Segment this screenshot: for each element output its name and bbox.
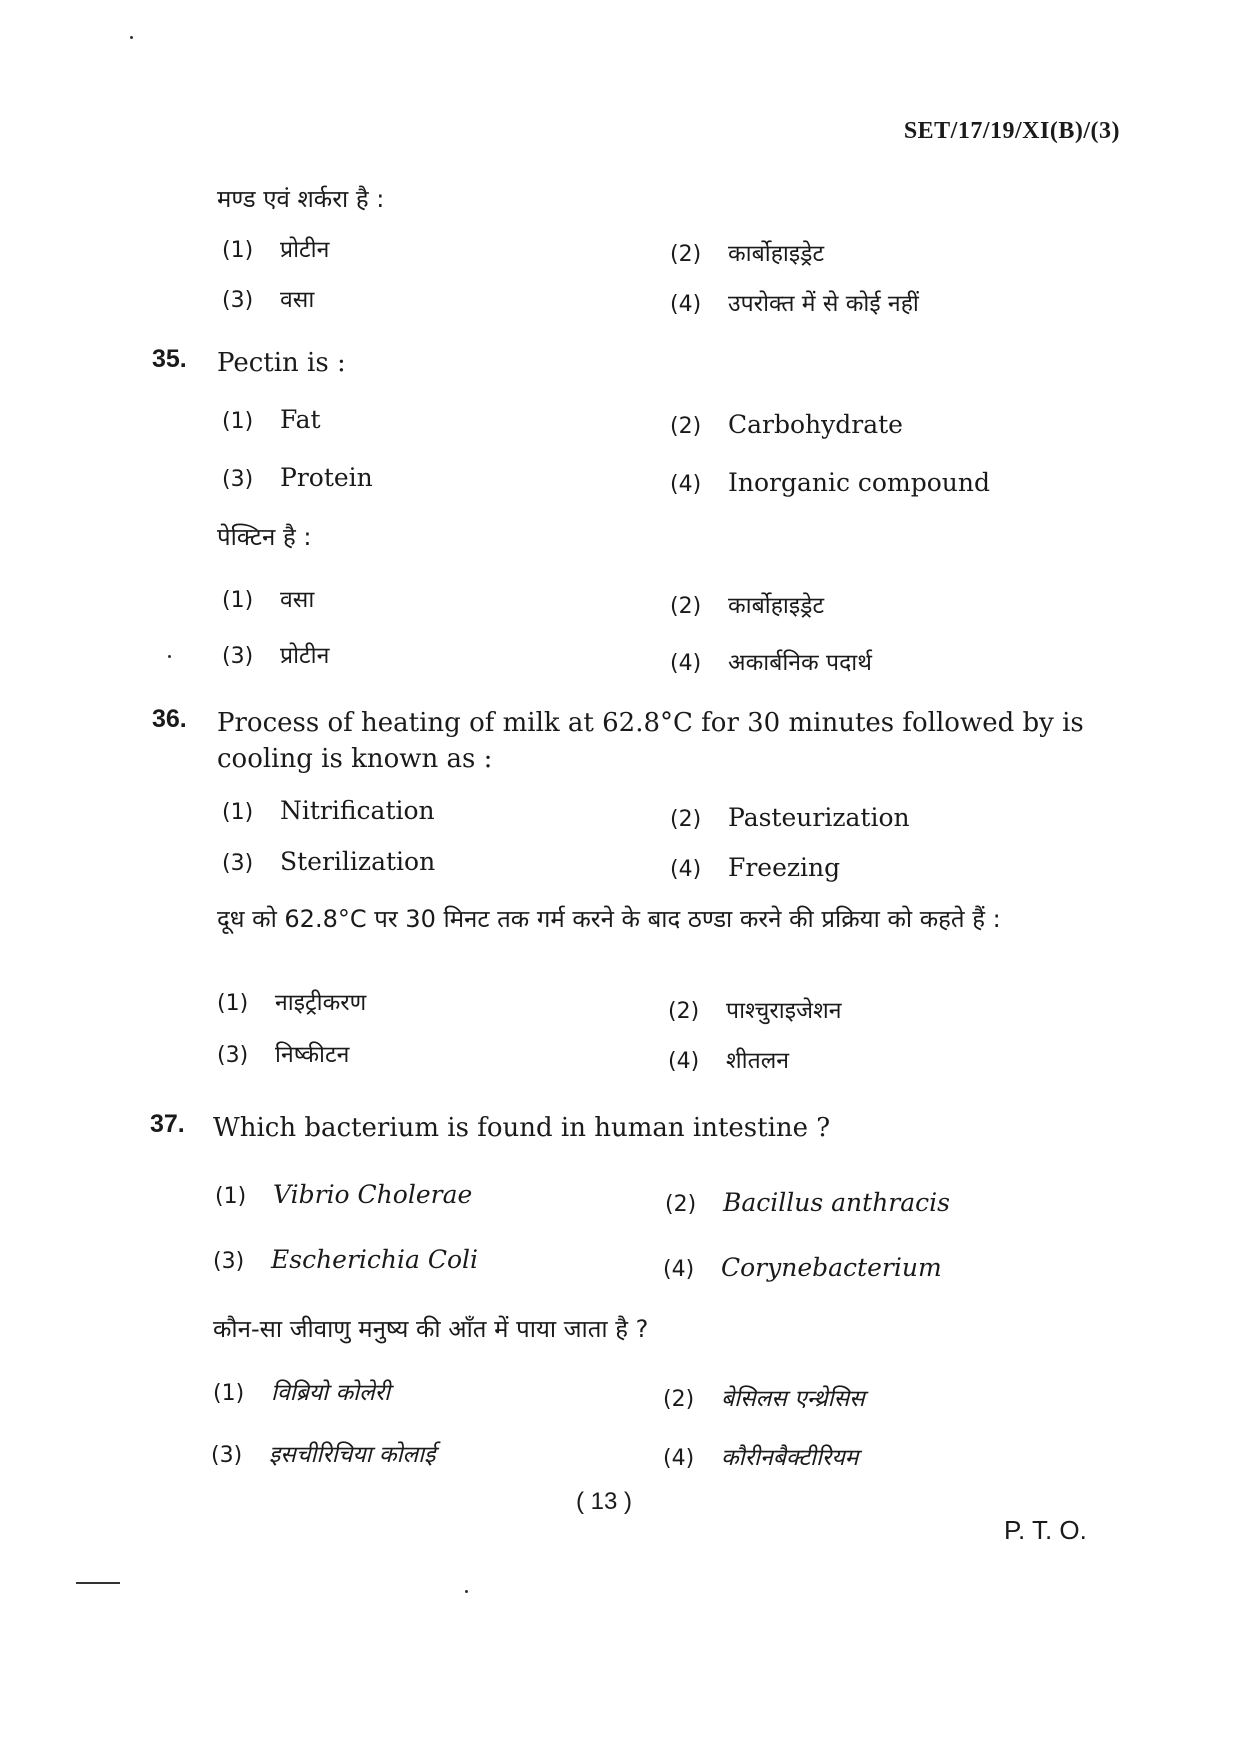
q35-hindi-option-3: (3) प्रोटीन (222, 643, 330, 669)
question-36 (0, 705, 1240, 774)
question-35 (0, 345, 1240, 385)
q36-hindi-stem: दूध को 62.8°C पर 30 मिनट तक गर्म करने के बाद ठण्डा करने की प्रक्रिया को कहते हैं : (217, 905, 1001, 933)
q35-hindi-option-2: (2) कार्बोहाइड्रेट (670, 593, 825, 619)
q37-hindi-option-3: (3) इसचीरिचिया कोलाई (211, 1442, 436, 1468)
q36-option-4: (4) Freezing (670, 853, 841, 882)
q35-option-4: (4) Inorganic compound (670, 468, 990, 497)
q37-hindi-option-4: (4) कौरीनबैक्टीरियम (663, 1445, 859, 1471)
q35-hindi-option-4: (4) अकार्बनिक पदार्थ (670, 650, 872, 676)
page-number: ( 13 ) (576, 1488, 633, 1515)
q36-hindi-option-2: (2) पाश्चुराइजेशन (668, 998, 842, 1024)
question-text: Pectin is : (217, 348, 346, 378)
q36-hindi-option-4: (4) शीतलन (668, 1048, 790, 1074)
pto-label: P. T. O. (1004, 1515, 1087, 1545)
question-text: Which bacterium is found in human intestine ? (213, 1113, 831, 1143)
q36-option-1: (1) Nitrification (222, 796, 435, 825)
q34-option-1: (1) प्रोटीन (222, 237, 330, 263)
q37-option-2: (2) Bacillus anthracis (665, 1188, 950, 1217)
q36-option-3: (3) Sterilization (222, 847, 436, 876)
question-text: Process of heating of milk at 62.8°C for 30 minutes followed by is cooling is known as : (217, 708, 1084, 774)
question-number: 37. (150, 1110, 185, 1138)
q37-option-4: (4) Corynebacterium (663, 1253, 942, 1282)
q34-hindi-stem: मण्ड एवं शर्करा है : (217, 185, 385, 213)
q35-option-2: (2) Carbohydrate (670, 410, 903, 439)
q34-option-2: (2) कार्बोहाइड्रेट (670, 241, 825, 267)
q35-option-1: (1) Fat (222, 405, 321, 434)
q37-hindi-option-1: (1) विब्रियो कोलेरी (213, 1380, 391, 1406)
question-number: 35. (152, 345, 187, 373)
q34-option-3: (3) वसा (222, 287, 315, 313)
q37-hindi-option-2: (2) बेसिलस एन्थ्रेसिस (663, 1386, 865, 1412)
q36-hindi-option-1: (1) नाइट्रीकरण (217, 990, 367, 1016)
q37-hindi-stem: कौन-सा जीवाणु मनुष्य की आँत में पाया जाता है ? (213, 1315, 649, 1343)
question-number: 36. (152, 705, 187, 733)
scan-speck (168, 655, 171, 658)
q34-option-4: (4) उपरोक्त में से कोई नहीं (670, 291, 919, 317)
q36-hindi-option-3: (3) निष्कीटन (217, 1042, 350, 1068)
margin-mark (76, 1582, 120, 1584)
q37-option-3: (3) Escherichia Coli (213, 1245, 479, 1274)
scan-speck (130, 36, 133, 39)
q36-option-2: (2) Pasteurization (670, 803, 910, 832)
set-code: SET/17/19/XI(B)/(3) (903, 118, 1120, 144)
q37-option-1: (1) Vibrio Cholerae (215, 1180, 473, 1209)
q35-option-3: (3) Protein (222, 463, 373, 492)
question-37 (0, 1110, 1240, 1150)
q35-hindi-stem: पेक्टिन है : (217, 523, 312, 551)
q35-hindi-option-1: (1) वसा (222, 587, 315, 613)
scan-speck (465, 1590, 468, 1593)
